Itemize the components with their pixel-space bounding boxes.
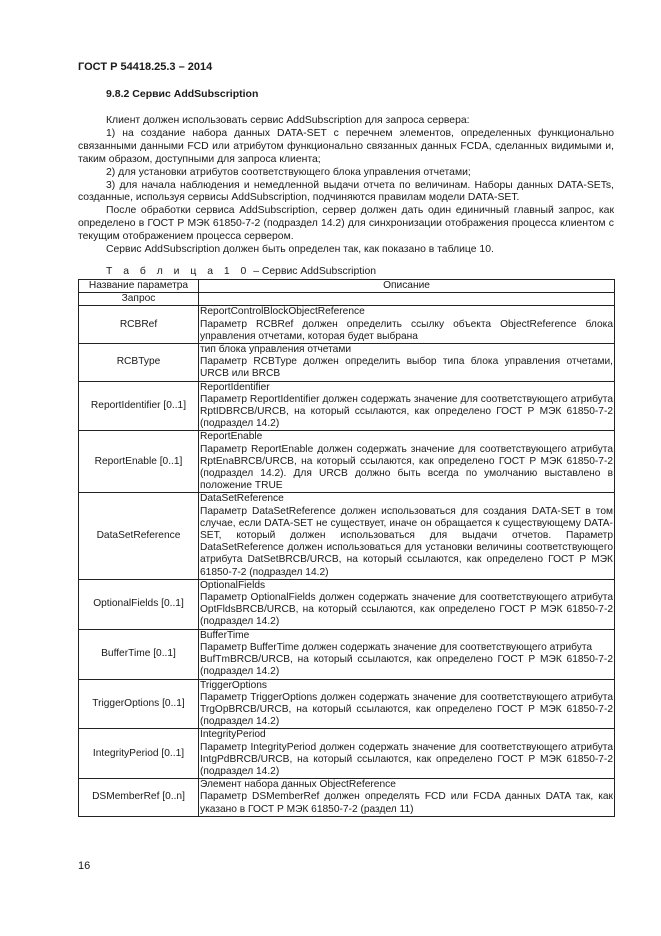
- description-line: OptionalFields: [200, 579, 266, 591]
- parameter-name: ReportIdentifier [0..1]: [79, 381, 199, 431]
- table-row: [79, 306, 615, 344]
- table-caption-label: Т а б л и ц а 1 0: [106, 266, 251, 277]
- paragraph: 1) на создание набора данных DATA-SET с перечнем элементов, определенных функционально связанными данными FCD или атрибутом функционально связанных данных FCDA, сделанных видимыми и, таким образом, доступными для запроса клиента;: [78, 127, 614, 165]
- paragraph: Сервис AddSubscription должен быть определен так, как показано в таблице 10.: [106, 244, 494, 256]
- parameter-description: [199, 629, 615, 679]
- parameter-description: [199, 679, 615, 729]
- table-row: [79, 729, 615, 779]
- parameter-description: [199, 381, 615, 431]
- table-row: [79, 381, 615, 431]
- table-row: [79, 344, 615, 382]
- table-row: [79, 679, 615, 729]
- description-line: тип блока управления отчетами: [200, 344, 352, 356]
- description-line: ReportEnable: [200, 431, 263, 443]
- description-line: Параметр ReportIdentifier должен содержать значение для соответствующего атрибута RptIDBRCB/URCB, на который ссылаются, как определено ГОСТ Р МЭК 61850-7-2 (подраздел 14.2): [200, 393, 613, 430]
- description-line: Параметр DSMemberRef должен определять FCD или FCDA данных DATA так, как указано в ГОСТ Р МЭК 61850-7-2 (раздел 11): [200, 791, 613, 815]
- paragraph: 3) для начала наблюдения и немедленной выдачи отчета по величинам. Наборы данных DATA-SETs, созданные, используя сервисы AddSubscription, подчиняются правилам модели DATA-SET.: [78, 179, 614, 204]
- description-line: Параметр TriggerOptions должен содержать значение для соответствующего атрибута TrgOpBRCB/URCB, на который ссылаются, как определено ГОСТ Р МЭК 61850-7-2 (подраздел 14.2): [200, 691, 613, 728]
- description-line: Параметр BufferTime должен содержать значение для соответствующего атрибута: [200, 641, 593, 653]
- parameter-name: DataSetReference: [79, 493, 199, 579]
- parameter-name: BufferTime [0..1]: [79, 629, 199, 679]
- parameter-description: [199, 431, 615, 493]
- description-line: Параметр OptionalFields должен содержать значение для соответствующего атрибута OptFldsBRCB/URCB, на который ссылаются, как определено ГОСТ Р МЭК 61850-7-2 (подраздел 14.2): [200, 592, 613, 628]
- parameter-name: TriggerOptions [0..1]: [79, 679, 199, 729]
- table-row: [79, 431, 615, 493]
- table-row: [79, 629, 615, 679]
- request-row: [79, 293, 615, 306]
- description-line: ReportIdentifier: [200, 381, 270, 393]
- column-header-description: Описание: [199, 280, 615, 293]
- parameter-name: RCBType: [79, 344, 199, 382]
- parameter-name: RCBRef: [79, 306, 199, 344]
- parameters-table: [78, 279, 615, 817]
- description-line: Параметр RCBRef должен определить ссылку объекта ObjectReference блока управления отчетами, которая будет выбрана: [200, 318, 613, 342]
- parameter-description: [199, 729, 615, 779]
- request-empty-cell: [199, 293, 615, 306]
- document-header: ГОСТ Р 54418.25.3 – 2014: [78, 61, 213, 73]
- table-row: [79, 579, 615, 629]
- parameter-name: DSMemberRef [0..n]: [79, 779, 199, 817]
- parameter-name: ReportEnable [0..1]: [79, 431, 199, 493]
- description-line: BufferTime: [200, 629, 250, 641]
- description-line: DataSetReference: [200, 493, 284, 505]
- description-line: TriggerOptions: [200, 679, 267, 691]
- parameter-description: [199, 306, 615, 344]
- table-header-row: [79, 280, 615, 293]
- table-caption: [106, 266, 376, 277]
- description-line: Параметр IntegrityPeriod должен содержать значение для соответствующего атрибута IntgPdBRCB/URCB, на который ссылаются, как определено ГОСТ Р МЭК 61850-7-2 (подраздел 14.2): [200, 741, 613, 777]
- page-number: 16: [78, 860, 91, 872]
- description-line: BufTmBRCB/URCB, на который ссылаются, как определено ГОСТ Р МЭК 61850-7-2 (подраздел 14.2): [200, 654, 613, 678]
- description-line: IntegrityPeriod: [200, 729, 266, 741]
- parameter-description: [199, 493, 615, 579]
- parameter-description: [199, 579, 615, 629]
- body-text: [78, 115, 614, 257]
- table-caption-title: – Сервис AddSubscription: [250, 266, 377, 277]
- parameter-name: IntegrityPeriod [0..1]: [79, 729, 199, 779]
- table-row: [79, 493, 615, 579]
- description-line: Элемент набора данных ObjectReference: [200, 779, 396, 791]
- paragraph: После обработки сервиса AddSubscription, сервер должен дать один единичный главный запрос, как определено в ГОСТ Р МЭК 61850-7-2 (подраздел 14.2) для синхронизации отображения процесса клиентом с текущим отображением процесса сервером.: [78, 205, 614, 243]
- request-label: Запрос: [79, 293, 199, 306]
- parameter-description: [199, 779, 615, 817]
- description-line: Параметр ReportEnable должен содержать значение для соответствующего атрибута RptEnaBRCB/URCB, на который ссылаются, как определено ГОСТ Р МЭК 61850-7-2 (подраздел 14.2). Для URCB должно быть всегда по умолчанию выставлено в положение TRUE: [200, 443, 613, 492]
- description-line: ReportControlBlockObjectReference: [200, 306, 365, 318]
- parameter-description: [199, 344, 615, 382]
- parameter-name: OptionalFields [0..1]: [79, 579, 199, 629]
- table-row: [79, 779, 615, 817]
- paragraph: 2) для установки атрибутов соответствующего блока управления отчетами;: [106, 166, 471, 178]
- section-title: 9.8.2 Сервис AddSubscription: [106, 88, 259, 100]
- column-header-name: Название параметра: [79, 280, 199, 293]
- description-line: Параметр RCBType должен определить выбор типа блока управления отчетами, URCB или BRCB: [200, 356, 613, 380]
- paragraph: Клиент должен использовать сервис AddSubscription для запроса сервера:: [106, 115, 470, 126]
- description-line: Параметр DataSetReference должен использоваться для создания DATA-SET в том случае, если DATA-SET не существует, иначе он обращается к существующему DATA-SET, который должен использоваться для выдачи отчетов. Параметр DataSetReference должен использоваться для установки величины соответствующего атрибута DatSetBRCB/URCB, на который ссылаются, как определено ГОСТ Р МЭК 61850-7-2 (подраздел 14.2): [200, 505, 613, 578]
